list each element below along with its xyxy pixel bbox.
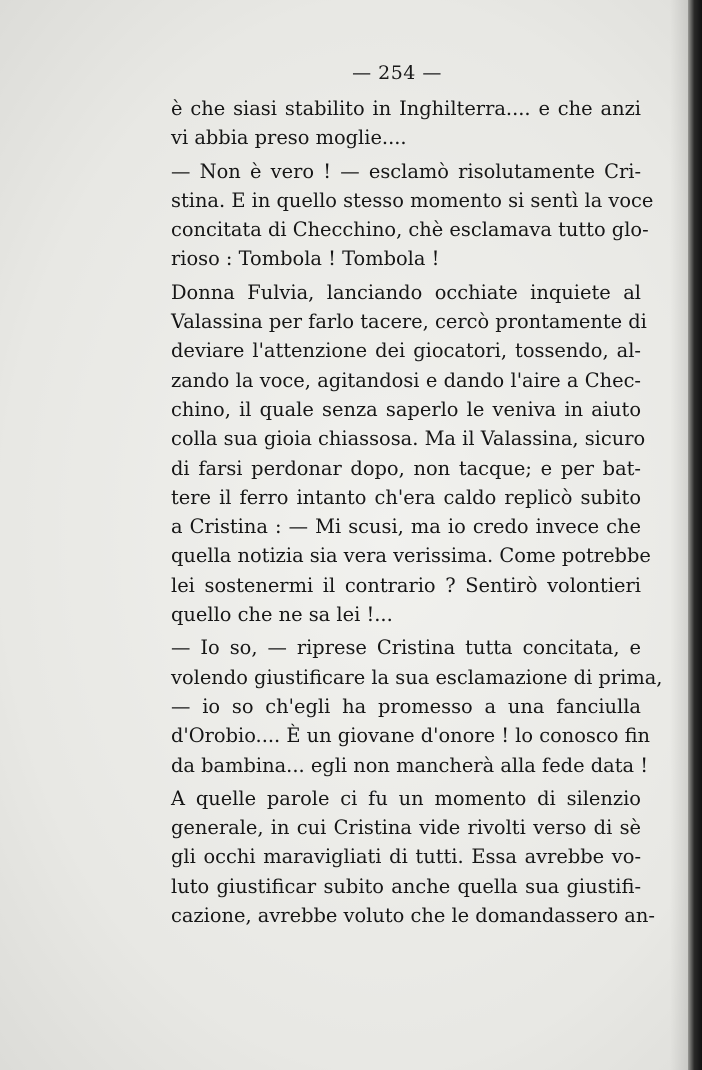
text-line: a Cristina : — Mi scusi, ma io credo invece che <box>171 515 641 539</box>
text-line: deviare l'attenzione dei giocatori, tossendo, al- <box>171 339 641 363</box>
text-line: Valassina per farlo tacere, cercò prontamente di <box>171 310 647 334</box>
text-line: — Io so, — riprese Cristina tutta concitata, e <box>171 636 641 660</box>
text-line: colla sua gioia chiassosa. Ma il Valassina, sicuro <box>171 427 646 451</box>
text-line: stina. E in quello stesso momento si sentì la voce <box>171 188 654 212</box>
text-line: quella notizia sia vera verissima. Come potrebbe <box>171 544 651 568</box>
text-line: quello che ne sa lei !... <box>171 603 393 627</box>
text-line: cazione, avrebbe voluto che le domandassero an- <box>171 904 655 928</box>
text-line: da bambina... egli non mancherà alla fede data ! <box>171 753 649 777</box>
text-line: concitata di Checchino, chè esclamava tutto glo- <box>171 218 649 242</box>
text-line: d'Orobio.... È un giovane d'onore ! lo conosco fin <box>171 724 650 748</box>
binding-shadow <box>670 0 688 1070</box>
page-number: — 254 — <box>352 62 442 84</box>
text-line: — Non è vero ! — esclamò risolutamente Cri- <box>171 159 641 183</box>
text-line: generale, in cui Cristina vide rivolti verso di sè <box>171 816 641 840</box>
text-line: Donna Fulvia, lanciando occhiate inquiete al <box>171 280 641 304</box>
text-line: vi abbia preso moglie.... <box>171 126 407 150</box>
text-line: è che siasi stabilito in Inghilterra.... e che anzi <box>171 97 641 120</box>
text-line: — io so ch'egli ha promesso a una fanciulla <box>171 694 641 718</box>
text-line: A quelle parole ci fu un momento di silenzio <box>171 786 641 810</box>
text-line: chino, il quale senza saperlo le veniva in aiuto <box>171 397 641 421</box>
body-text <box>171 94 663 930</box>
text-line: lei sostenermi il contrario ? Sentirò volontieri <box>171 573 641 597</box>
text-line: di farsi perdonar dopo, non tacque; e per bat- <box>171 456 641 480</box>
text-line: rioso : Tombola ! Tombola ! <box>171 247 440 271</box>
binding-edge <box>688 0 702 1070</box>
text-line: volendo giustificare la sua esclamazione di prima, <box>171 665 663 689</box>
text-line: gli occhi maravigliati di tutti. Essa avrebbe vo- <box>171 845 641 869</box>
text-line: luto giustificar subito anche quella sua giustifi- <box>171 874 641 898</box>
text-line: tere il ferro intanto ch'era caldo replicò subito <box>171 485 641 509</box>
text-line: zando la voce, agitandosi e dando l'aire a Chec- <box>171 368 641 392</box>
